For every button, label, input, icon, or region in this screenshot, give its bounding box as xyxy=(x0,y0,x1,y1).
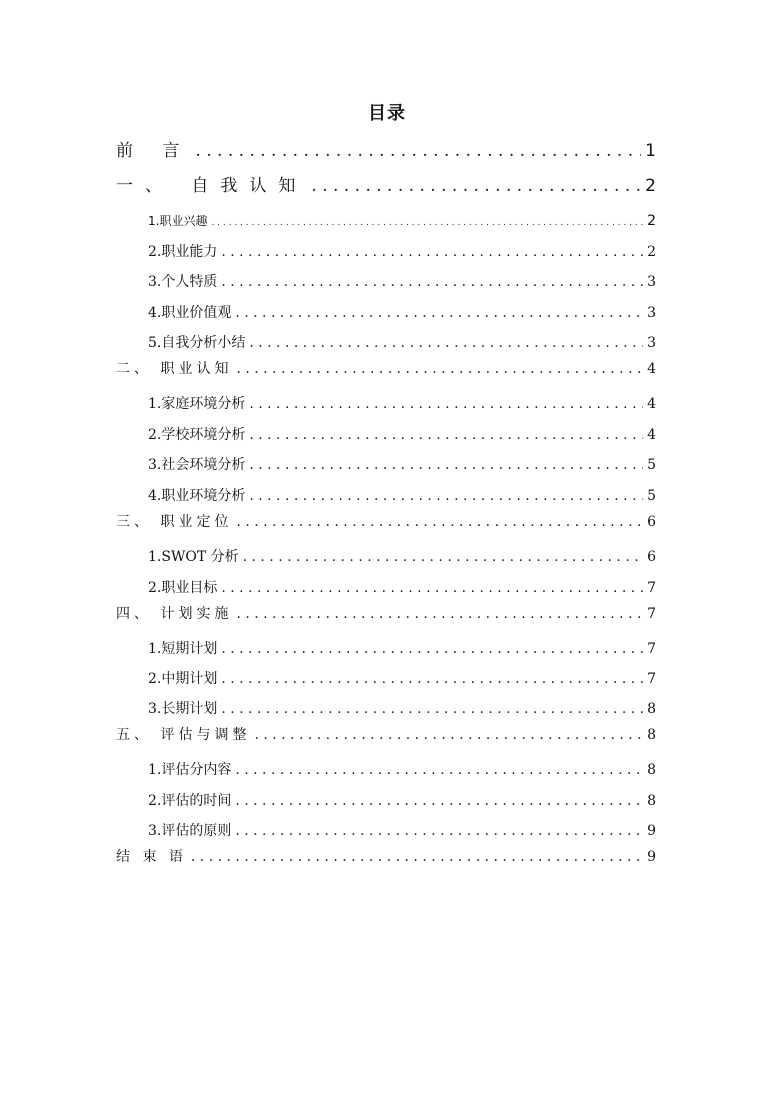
toc-entry-2-2[interactable] xyxy=(148,424,656,444)
toc-entry-page: 7 xyxy=(647,641,656,657)
toc-entry-page: 5 xyxy=(647,457,656,473)
toc-leader-dots xyxy=(249,335,643,351)
toc-entry-page: 6 xyxy=(647,549,656,565)
toc-entry-4-2[interactable] xyxy=(148,668,656,688)
toc-leader-dots xyxy=(235,305,643,321)
toc-entry-page: 4 xyxy=(647,361,656,377)
toc-leader-dots xyxy=(221,641,643,657)
toc-leader-dots xyxy=(243,549,643,565)
toc-leader-dots xyxy=(191,849,643,865)
toc-leader-dots xyxy=(249,396,643,412)
toc-entry-page: 8 xyxy=(647,727,656,743)
toc-entry-3-2[interactable] xyxy=(148,577,656,597)
toc-entry-label: 1.SWOT 分析 xyxy=(148,549,239,565)
toc-entry-page: 9 xyxy=(647,823,656,839)
toc-entry-label: 3.社会环境分析 xyxy=(148,457,246,473)
toc-leader-dots xyxy=(254,727,643,743)
toc-leader-dots xyxy=(235,823,643,839)
toc-leader-dots xyxy=(221,274,643,290)
toc-entry-2-4[interactable] xyxy=(148,485,656,505)
toc-entry-chapter-3[interactable] xyxy=(116,511,656,531)
toc-leader-dots xyxy=(236,361,643,377)
toc-entry-1-3[interactable] xyxy=(148,271,656,291)
toc-entry-page: 4 xyxy=(647,396,656,412)
toc-entry-page: 7 xyxy=(647,580,656,596)
toc-entry-page: 3 xyxy=(647,335,656,351)
toc-entry-page: 7 xyxy=(647,671,656,687)
toc-entry-label: 1.短期计划 xyxy=(148,641,218,657)
toc-leader-dots xyxy=(235,762,643,778)
toc-leader-dots xyxy=(221,580,643,596)
toc-entry-label: 5.自我分析小结 xyxy=(148,335,246,351)
toc-entry-label: 4.职业价值观 xyxy=(148,305,232,321)
toc-entry-label: 三、 职业定位 xyxy=(116,514,233,530)
toc-entry-label: 前 言 xyxy=(116,141,192,161)
toc-entry-label: 四、 计划实施 xyxy=(116,606,233,622)
toc-entry-1-4[interactable] xyxy=(148,302,656,322)
toc-entry-chapter-2[interactable] xyxy=(116,358,656,378)
toc-entry-label: 2.评估的时间 xyxy=(148,793,232,809)
toc-entry-page: 8 xyxy=(647,762,656,778)
toc-entry-page: 8 xyxy=(647,793,656,809)
toc-title: 目录 xyxy=(368,103,406,124)
toc-entry-label: 2.职业目标 xyxy=(148,580,218,596)
toc-entry-label: 2.职业能力 xyxy=(148,244,218,260)
toc-entry-5-2[interactable] xyxy=(148,790,656,810)
toc-entry-page: 2 xyxy=(645,176,656,196)
toc-entry-page: 2 xyxy=(647,213,656,229)
toc-entry-label: 二、 职业认知 xyxy=(116,361,233,377)
toc-entry-1-5[interactable] xyxy=(148,332,656,352)
toc-entry-page: 3 xyxy=(647,274,656,290)
toc-leader-dots xyxy=(311,176,641,196)
toc-entry-page: 9 xyxy=(647,849,656,865)
toc-entry-label: 1.评估分内容 xyxy=(148,762,232,778)
toc-leader-dots xyxy=(235,793,643,809)
toc-leader-dots xyxy=(249,488,643,504)
toc-entry-page: 8 xyxy=(647,701,656,717)
toc-entry-5-3[interactable] xyxy=(148,820,656,840)
toc-leader-dots xyxy=(249,457,643,473)
toc-entry-label: 3.长期计划 xyxy=(148,701,218,717)
toc-entry-label: 4.职业环境分析 xyxy=(148,488,246,504)
toc-entry-label: 五、 评估与调整 xyxy=(116,727,251,743)
toc-entry-label: 2.中期计划 xyxy=(148,671,218,687)
toc-entry-page: 3 xyxy=(647,305,656,321)
toc-entry-label: 一、 自我认知 xyxy=(116,176,308,196)
toc-leader-dots xyxy=(221,671,643,687)
toc-entry-3-1[interactable] xyxy=(148,546,656,566)
toc-entry-page: 6 xyxy=(647,514,656,530)
toc-entry-2-1[interactable] xyxy=(148,393,656,413)
toc-entry-page: 2 xyxy=(647,244,656,260)
toc-entry-5-1[interactable] xyxy=(148,759,656,779)
toc-entry-2-3[interactable] xyxy=(148,454,656,474)
toc-entry-label: 1.家庭环境分析 xyxy=(148,396,246,412)
toc-entry-label: 1.职业兴趣 xyxy=(148,214,208,228)
toc-entry-label: 结 束 语 xyxy=(116,849,187,865)
toc-entry-preface[interactable] xyxy=(116,136,656,161)
toc-entry-conclusion[interactable] xyxy=(116,846,656,866)
toc-entry-label: 2.学校环境分析 xyxy=(148,427,246,443)
toc-leader-dots xyxy=(236,514,643,530)
toc-entry-chapter-5[interactable] xyxy=(116,724,656,744)
toc-leader-dots xyxy=(221,244,643,260)
toc-leader-dots xyxy=(249,427,643,443)
toc-entry-1-2[interactable] xyxy=(148,241,656,261)
toc-entry-label: 3.个人特质 xyxy=(148,274,218,290)
toc-entry-page: 5 xyxy=(647,488,656,504)
toc-leader-dots xyxy=(221,701,643,717)
toc-entry-page: 7 xyxy=(647,606,656,622)
toc-entry-page: 1 xyxy=(645,141,656,161)
toc-entry-1-1[interactable] xyxy=(148,212,656,229)
toc-leader-dots xyxy=(236,606,643,622)
toc-entry-4-1[interactable] xyxy=(148,638,656,658)
toc-entry-4-3[interactable] xyxy=(148,698,656,718)
toc-leader-dots xyxy=(211,218,643,228)
toc-entry-page: 4 xyxy=(647,427,656,443)
toc-entry-chapter-1[interactable] xyxy=(116,171,656,196)
toc-entry-label: 3.评估的原则 xyxy=(148,823,232,839)
toc-leader-dots xyxy=(195,141,641,161)
toc-entry-chapter-4[interactable] xyxy=(116,603,656,623)
